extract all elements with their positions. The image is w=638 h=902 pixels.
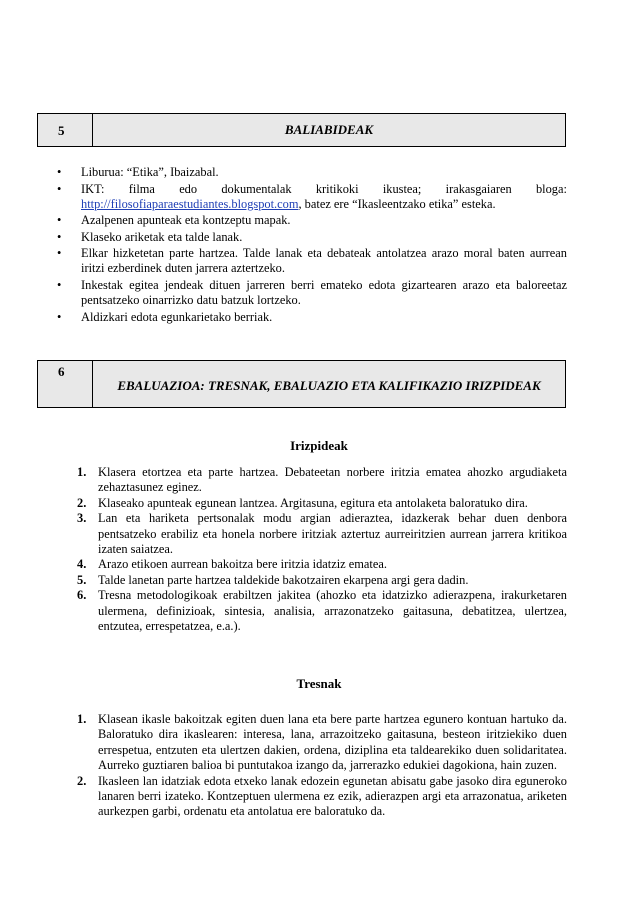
criteria-heading: Irizpideak	[290, 438, 348, 453]
section-title: EBALUAZIOA: TRESNAK, EBALUAZIO ETA KALIFIKAZIO IRIZPIDEAK	[117, 378, 541, 393]
list-item: • Elkar hizketetan parte hartzea. Talde lanak eta debateak antolatzea arazo moral baten aurrean iritzi ezberdinek duten jarrera aztertzeko.	[57, 246, 567, 276]
tools-list	[70, 712, 567, 820]
bullet-icon: •	[57, 277, 62, 292]
list-item: 6. Tresna metodologikoak erabiltzen jakitea (ahozko eta idatzizko adierazpena, irakurketaren ulermena, definizioak, sintesia, analisia, arrazonatzeko gaitasuna, debatitzea, ulertzea, entzutea, errespetatzea, e.a.).	[77, 588, 567, 634]
bullet-icon: •	[57, 165, 62, 179]
criteria-list	[70, 465, 567, 634]
list-item: 2. Ikasleen lan idatziak edota etxeko lanak edozein egunetan abisatu gabe jasoko dira eguneroko lanaren berri izateko. Kontzeptuen ulermena ez ezik, adierazpen argi eta arrazonatua, ariketen aurkezpen garbi, ordenatu eta antolatua ere baloratuko da.	[77, 773, 567, 819]
section-number: 5	[58, 123, 65, 138]
bullet-icon: •	[57, 309, 62, 324]
blog-link[interactable]: http://filosofiaparaestudiantes.blogspot.com	[81, 196, 299, 211]
list-item: • Azalpenen apunteak eta kontzeptu mapak.	[57, 213, 291, 228]
list-item: • Inkestak egitea jendeak dituen jarreren berri emateko edota gizartearen arazo eta baloreetaz pentsatzeko oinarrizko datu batzuk lortzeko.	[57, 277, 567, 307]
section-number: 6	[58, 364, 65, 379]
section-6-header	[37, 360, 566, 408]
section-number-cell	[38, 361, 93, 407]
bullet-icon: •	[57, 181, 62, 196]
ikt-line: IKT: filma edo dokumentalak kritikoki ikustea; irakasgaiaren bloga:	[81, 181, 567, 196]
section-number-cell	[38, 114, 93, 146]
tools-heading: Tresnak	[296, 676, 342, 691]
section-title: BALIABIDEAK	[284, 122, 374, 137]
list-item-ikt: • IKT: filma edo dokumentalak kritikoki ikustea; irakasgaiaren bloga: http://filosofiaparaestudiantes.blogspot.com, batez ere “Ikasleentzako etika” esteka.	[57, 181, 567, 211]
list-item: 1. Klasera etortzea eta parte hartzea. Debateetan norbere iritzia ematea ahozko argudiaketa zehaztasunez eginez.	[77, 465, 567, 495]
list-item: 1. Klasean ikasle bakoitzak egiten duen lana eta bere parte hartzea egunero kontuan hartuko da. Baloratuko dira ikaslearen: interesa, lana, arrazoitzeko gaitasuna, besteon iritziekiko duen errespetua, entzuten eta ulertzen dakien, ordena, diziplina eta taldearekiko duen solidaritatea. Aurreko guztiaren balioa bi puntutakoa izango da, jarrerazko edukiei dagokiona, hain zuzen.	[77, 712, 567, 773]
bullet-icon: •	[57, 229, 62, 244]
list-item: • Aldizkari edota egunkarietako berriak.	[57, 309, 273, 324]
list-item: 4. Arazo etikoen aurrean bakoitza bere iritzia idatziz ematea.	[77, 557, 387, 572]
list-item: 3. Lan eta hariketa pertsonalak modu argian adieraztea, idazkerak behar duen denbora pentsatzeko erabiliz eta honela norbere iritziak aztertuz aurreiritzien aurrean jarrera kritikoa izaten saiatzea.	[77, 511, 567, 557]
list-item: 5. Talde lanetan parte hartzea taldekide bakotzairen ekarpena argi gera dadin.	[77, 572, 469, 587]
resources-list	[57, 165, 567, 326]
list-item: 2. Klaseako apunteak egunean lantzea. Argitasuna, egitura eta antolaketa baloratuko dira.	[77, 495, 528, 510]
list-item: • Liburua: “Etika”, Ibaizabal.	[57, 165, 219, 179]
bullet-icon: •	[57, 246, 62, 261]
section-5-header	[37, 113, 566, 147]
list-item: • Klaseko ariketak eta talde lanak.	[57, 229, 243, 244]
bullet-icon: •	[57, 213, 62, 228]
